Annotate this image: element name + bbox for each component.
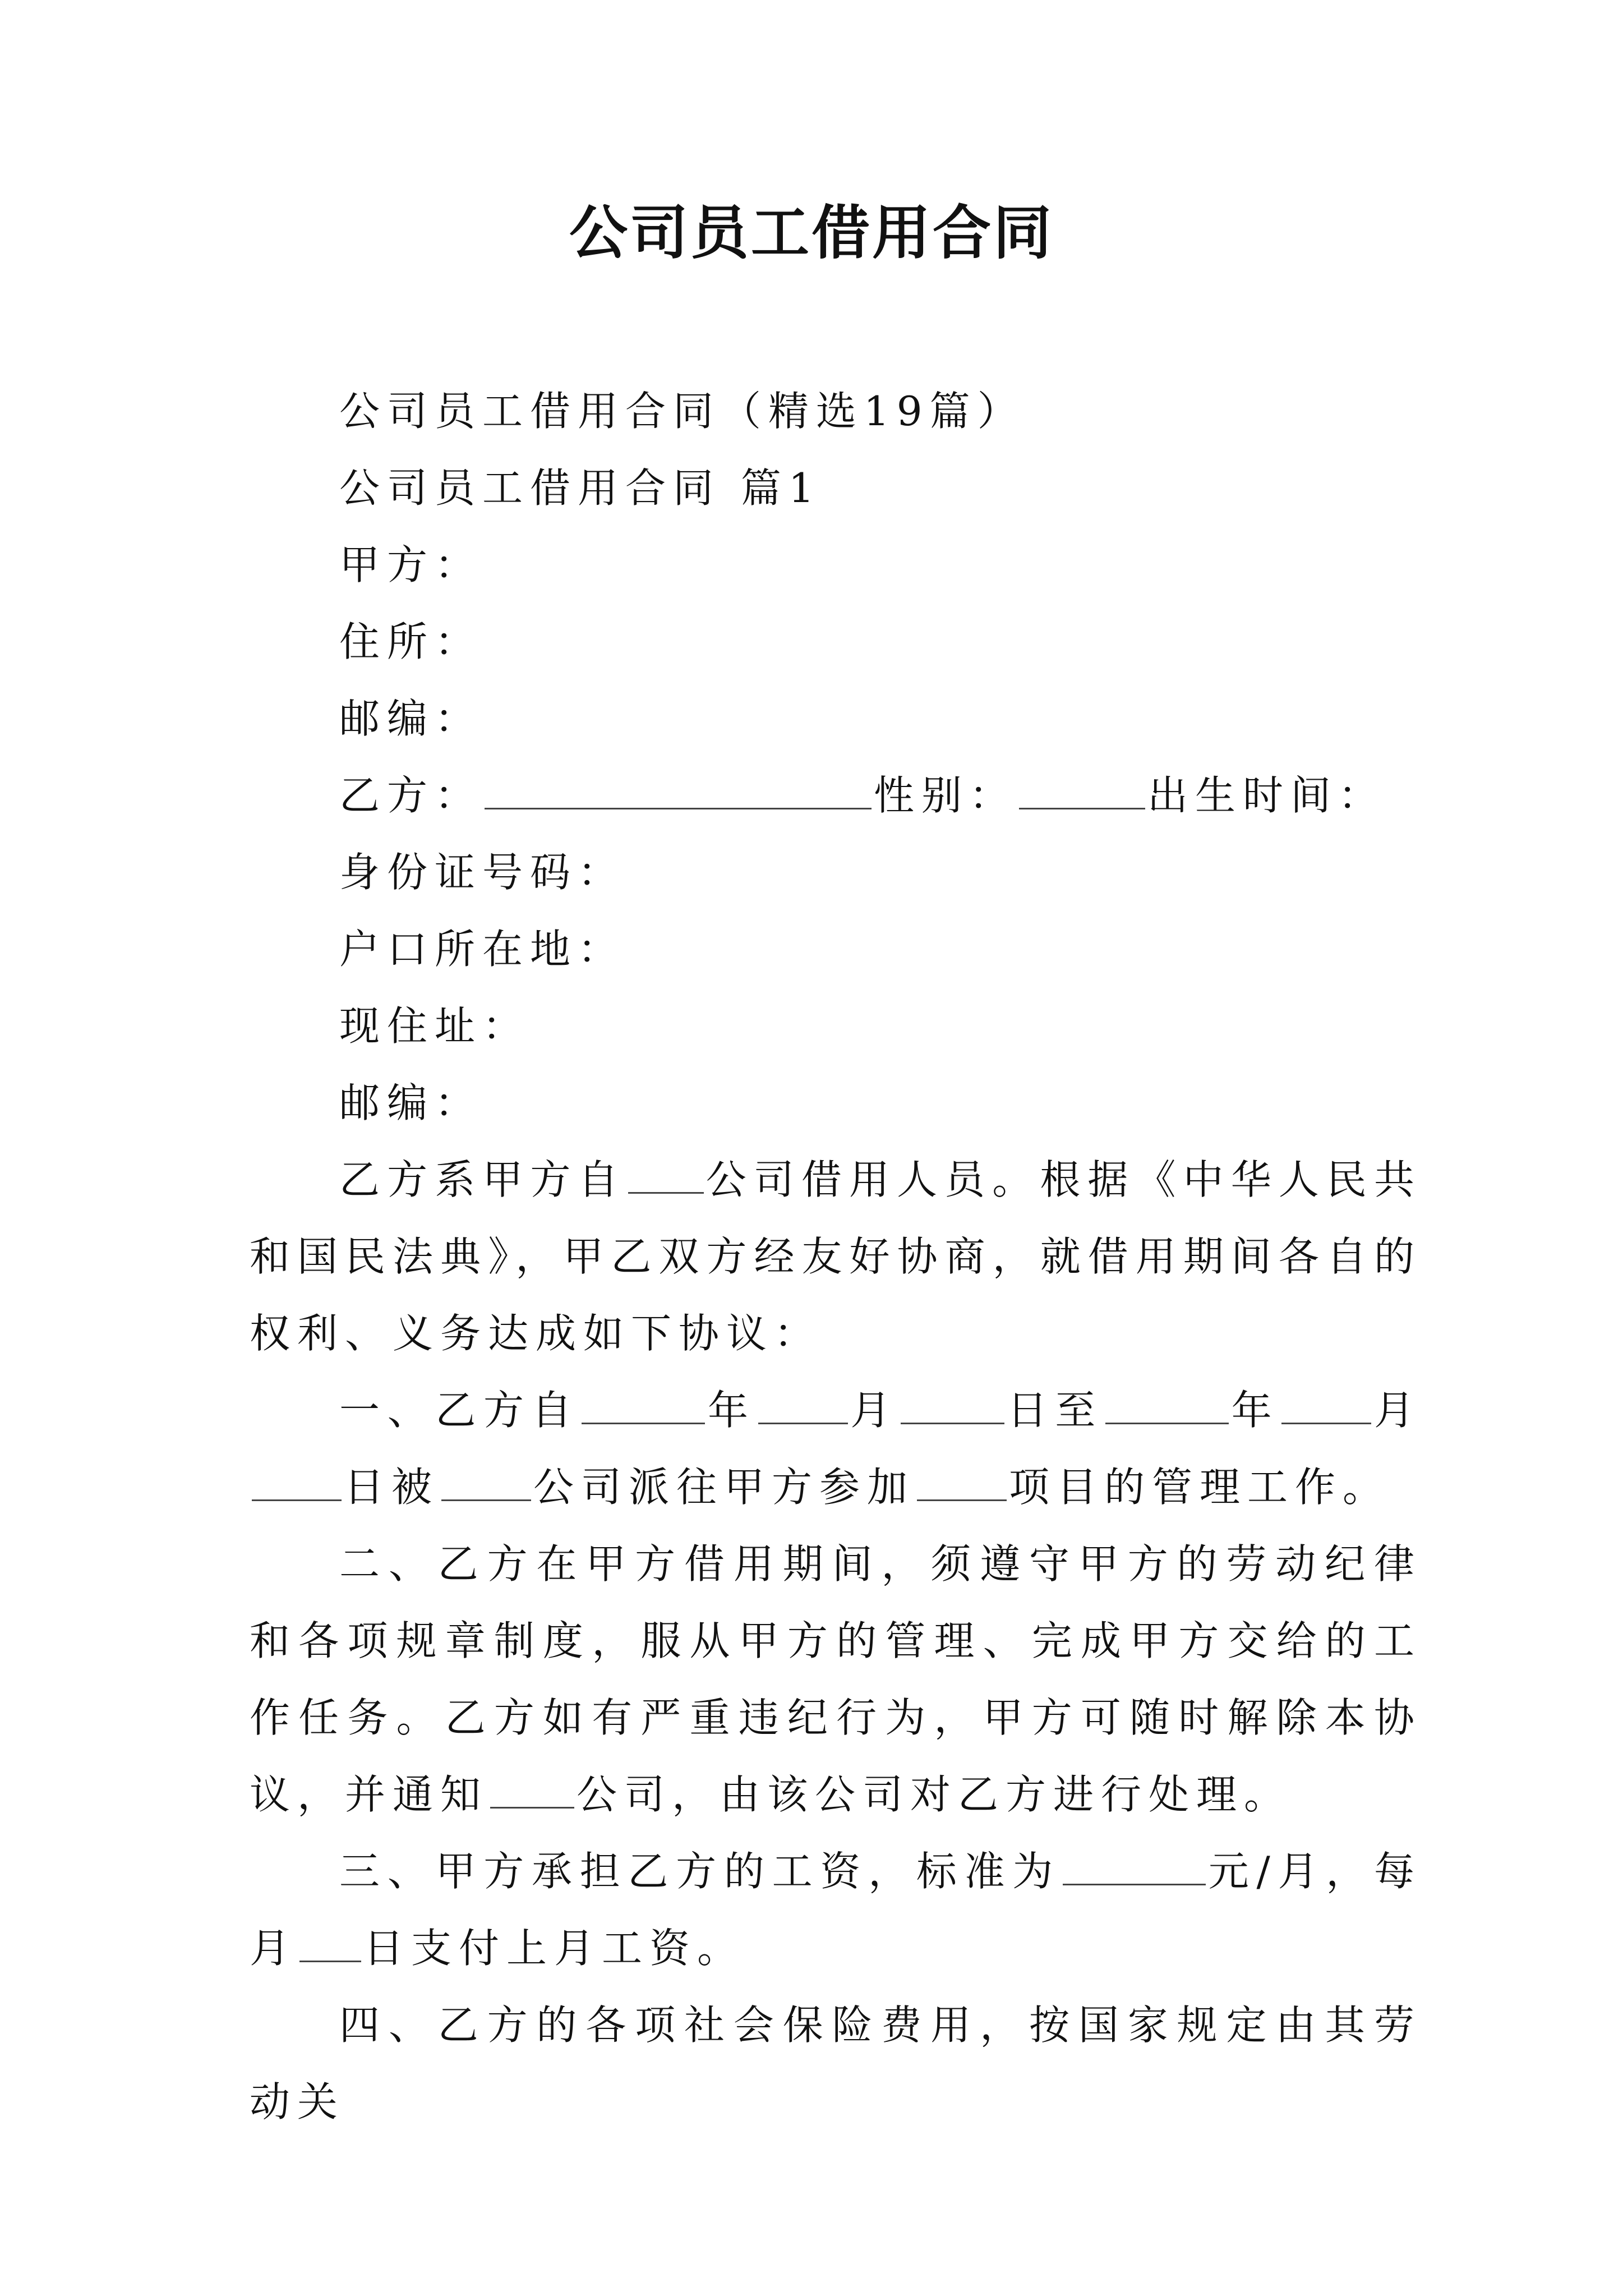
clause-1-blank-year-start [582, 1390, 705, 1424]
clause-2-blank-company [490, 1774, 574, 1809]
subtitle: 公司员工借用合同（精选19篇） [339, 388, 1025, 435]
postcode-a-field: 邮编： [339, 695, 483, 742]
clause-4 [250, 1987, 1422, 2141]
birth-label: 出生时间： [1147, 772, 1386, 819]
clause-1-text-3: 月 [850, 1387, 898, 1434]
clause-1-text-2: 年 [707, 1387, 756, 1434]
gender-blank [1019, 775, 1145, 809]
clause-3-blank-payday [299, 1928, 361, 1962]
clause-1-blank-day-start [901, 1390, 1004, 1424]
clause-4-text-1: 四、乙方的各项社会保险费用，按国家规定由其劳动关 [250, 2001, 1422, 2125]
clause-3-text-3: 日支付上月工资。 [363, 1925, 745, 1972]
current-address-field: 现住址： [339, 1002, 531, 1050]
clause-2 [250, 1526, 1422, 1833]
clause-3-text-1: 三、甲方承担乙方的工资，标准为 [339, 1848, 1061, 1895]
postcode-b-field: 邮编： [339, 1079, 483, 1126]
party-b-blank [485, 775, 872, 809]
id-number-field: 身份证号码： [339, 849, 626, 896]
clause-3-blank-salary [1063, 1851, 1206, 1885]
clause-1-blank-project [917, 1467, 1007, 1501]
intro-text-1: 乙方系甲方自 [339, 1156, 626, 1203]
clause-2-text-2: 公司，由该公司对乙方进行处理。 [577, 1771, 1292, 1818]
clause-1-blank-day-end [252, 1467, 342, 1501]
clause-1-blank-month-start [758, 1390, 848, 1424]
clause-1-text-7: 日被 [344, 1464, 440, 1511]
clause-3 [250, 1833, 1422, 1987]
address-field: 住所： [339, 618, 483, 665]
document-title: 公司员工借用合同 [569, 199, 1054, 267]
clause-1 [250, 1372, 1422, 1526]
intro-text-2: 公司借用人员。根据《中华人民共和国民法典》，甲乙双方经友好协商，就借用期间各自的权利、义务达成如下协议： [250, 1156, 1422, 1357]
clause-1-blank-year-end [1105, 1390, 1229, 1424]
document-body [250, 373, 1422, 2141]
clause-1-text-1: 一、乙方自 [339, 1387, 580, 1434]
party-b-label: 乙方： [339, 772, 483, 819]
party-a-field: 甲方： [339, 541, 483, 588]
party-b-line [250, 757, 1422, 834]
clause-1-blank-month-end [1281, 1390, 1371, 1424]
clause-3-text-2: 元/月，每月 [250, 1848, 1422, 1972]
gender-label: 性别： [874, 772, 1017, 819]
clause-1-blank-company [441, 1467, 531, 1501]
clause-2-text-1: 二、乙方在甲方借用期间，须遵守甲方的劳动纪律和各项规章制度，服从甲方的管理、完成甲方交给的工作任务。乙方如有严重违纪行为，甲方可随时解除本协议，并通知 [250, 1540, 1422, 1818]
intro-blank [628, 1159, 704, 1194]
clause-1-text-6: 月 [1373, 1387, 1422, 1434]
intro-paragraph [250, 1142, 1422, 1372]
clause-1-text-5: 年 [1230, 1387, 1280, 1434]
clause-1-text-8: 公司派往甲方参加 [533, 1464, 915, 1511]
hukou-field: 户口所在地： [339, 926, 626, 973]
clause-1-text-4: 日至 [1006, 1387, 1103, 1434]
section-heading: 公司员工借用合同 篇1 [339, 464, 822, 512]
clause-1-text-9: 项目的管理工作。 [1009, 1464, 1391, 1511]
